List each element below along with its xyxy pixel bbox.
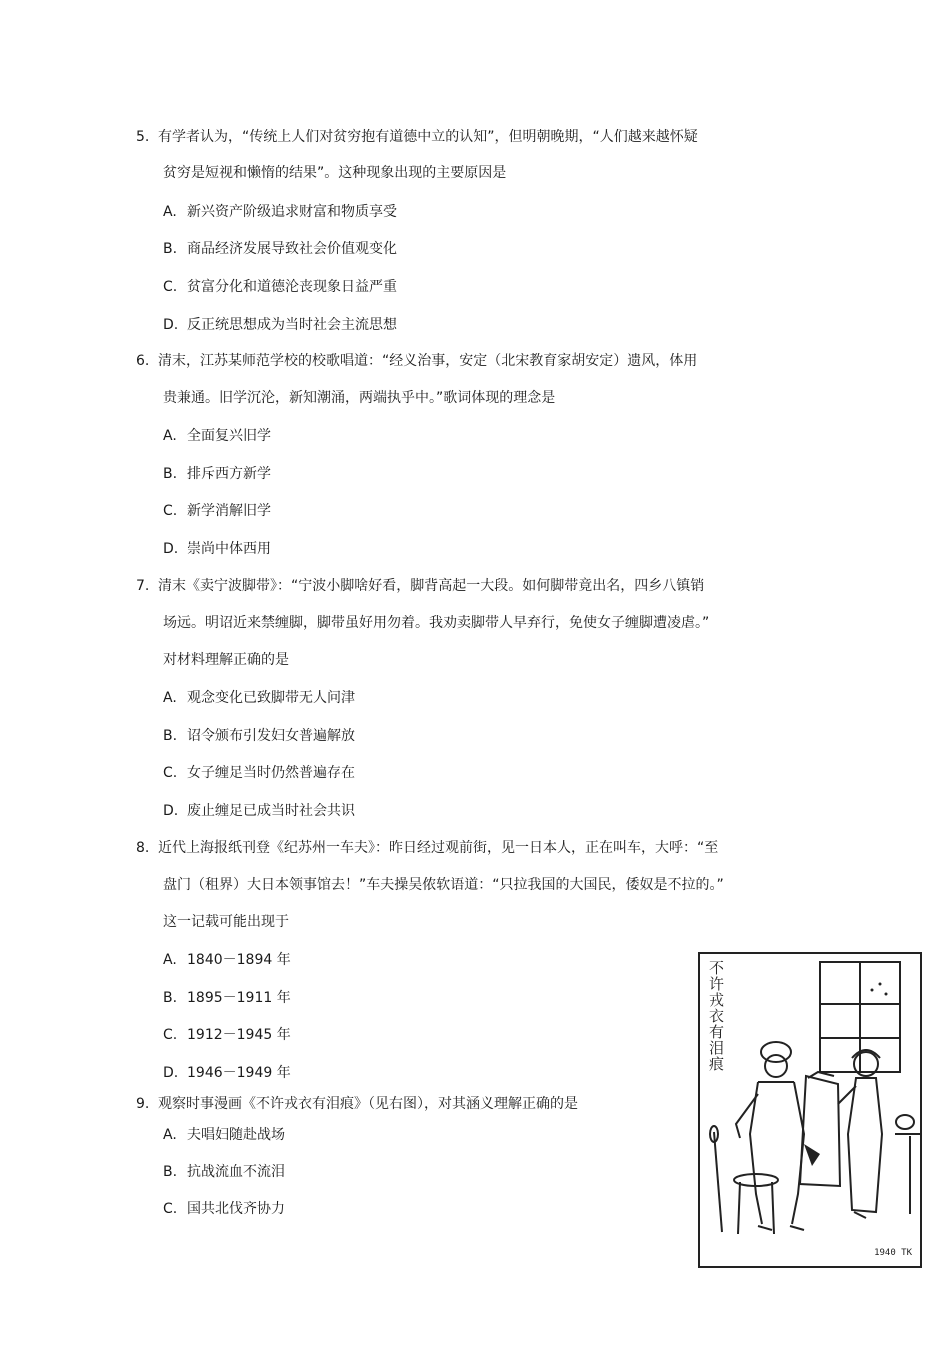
question-stem-line: 对材料理解正确的是 — [163, 652, 289, 668]
option-letter: D. — [163, 803, 179, 819]
option-text: 新兴资产阶级追求财富和物质享受 — [187, 204, 397, 220]
question-stem-line: 贫穷是短视和懒惰的结果”。这种现象出现的主要原因是 — [163, 165, 507, 181]
option-letter: D. — [163, 317, 179, 333]
question-stem-line: 近代上海报纸刊登《纪苏州一车夫》：昨日经过观前街，见一日本人，正在叫车，大呼：“至 — [158, 840, 719, 856]
option-text: 排斥西方新学 — [187, 466, 271, 482]
question-number: 7. — [136, 578, 150, 594]
question-number: 9. — [136, 1096, 150, 1112]
option-letter: C. — [163, 765, 178, 781]
option-text: 1946－1949 年 — [187, 1065, 291, 1081]
option-letter: C. — [163, 503, 178, 519]
option-letter: A. — [163, 1127, 177, 1143]
cartoon-caption: 不许戎衣有泪痕 — [707, 960, 725, 1072]
option-text: 全面复兴旧学 — [187, 428, 271, 444]
option-letter: B. — [163, 728, 178, 744]
question-stem-line: 这一记载可能出现于 — [163, 914, 289, 930]
option-letter: C. — [163, 1201, 178, 1217]
cartoon-signature: 1940 TK — [874, 1248, 912, 1258]
option-text: 贫富分化和道德沦丧现象日益严重 — [187, 279, 397, 295]
option-text: 1840－1894 年 — [187, 952, 291, 968]
option-letter: C. — [163, 1027, 178, 1043]
option-text: 国共北伐齐协力 — [187, 1201, 285, 1217]
option-text: 新学消解旧学 — [187, 503, 271, 519]
option-text: 观念变化已致脚带无人问津 — [187, 690, 355, 706]
option-letter: D. — [163, 541, 179, 557]
cartoon-illustration — [698, 952, 922, 1268]
option-text: 商品经济发展导致社会价值观变化 — [187, 241, 397, 257]
option-letter: A. — [163, 204, 177, 220]
question-stem-line: 观察时事漫画《不许戎衣有泪痕》（见右图），对其涵义理解正确的是 — [158, 1096, 578, 1112]
option-letter: B. — [163, 1164, 178, 1180]
question-stem-line: 场远。明诏近来禁缠脚，脚带虽好用勿着。我劝卖脚带人早弃行，免使女子缠脚遭凌虐。” — [163, 615, 710, 631]
option-text: 1912－1945 年 — [187, 1027, 291, 1043]
option-text: 1895－1911 年 — [187, 990, 291, 1006]
option-text: 夫唱妇随赴战场 — [187, 1127, 285, 1143]
question-stem-line: 贵兼通。旧学沉沦，新知潮涌，两端执乎中。”歌词体现的理念是 — [163, 390, 556, 406]
option-text: 反正统思想成为当时社会主流思想 — [187, 317, 397, 333]
option-letter: B. — [163, 466, 178, 482]
option-letter: A. — [163, 428, 177, 444]
option-text: 诏令颁布引发妇女普遍解放 — [187, 728, 355, 744]
option-text: 崇尚中体西用 — [187, 541, 271, 557]
option-letter: B. — [163, 241, 178, 257]
question-stem-line: 清末，江苏某师范学校的校歌唱道：“经义治事，安定（北宋教育家胡安定）遗风，体用 — [158, 353, 698, 369]
question-number: 8. — [136, 840, 150, 856]
option-letter: A. — [163, 952, 177, 968]
option-letter: B. — [163, 990, 178, 1006]
question-stem-line: 清末《卖宁波脚带》：“宁波小脚啥好看，脚背高起一大段。如何脚带竟出名，四乡八镇销 — [158, 578, 705, 594]
option-text: 抗战流血不流泪 — [187, 1164, 285, 1180]
option-text: 废止缠足已成当时社会共识 — [187, 803, 355, 819]
option-letter: A. — [163, 690, 177, 706]
question-stem-line: 盘门（租界）大日本领事馆去！”车夫操吴侬软语道：“只拉我国的大国民，倭奴是不拉的。” — [163, 877, 724, 893]
question-stem-line: 有学者认为，“传统上人们对贫穷抱有道德中立的认知”，但明朝晚期，“人们越来越怀疑 — [158, 129, 698, 145]
option-letter: D. — [163, 1065, 179, 1081]
cartoon-drawing — [700, 954, 920, 1266]
option-text: 女子缠足当时仍然普遍存在 — [187, 765, 355, 781]
option-letter: C. — [163, 279, 178, 295]
question-number: 6. — [136, 353, 150, 369]
question-number: 5. — [136, 129, 150, 145]
